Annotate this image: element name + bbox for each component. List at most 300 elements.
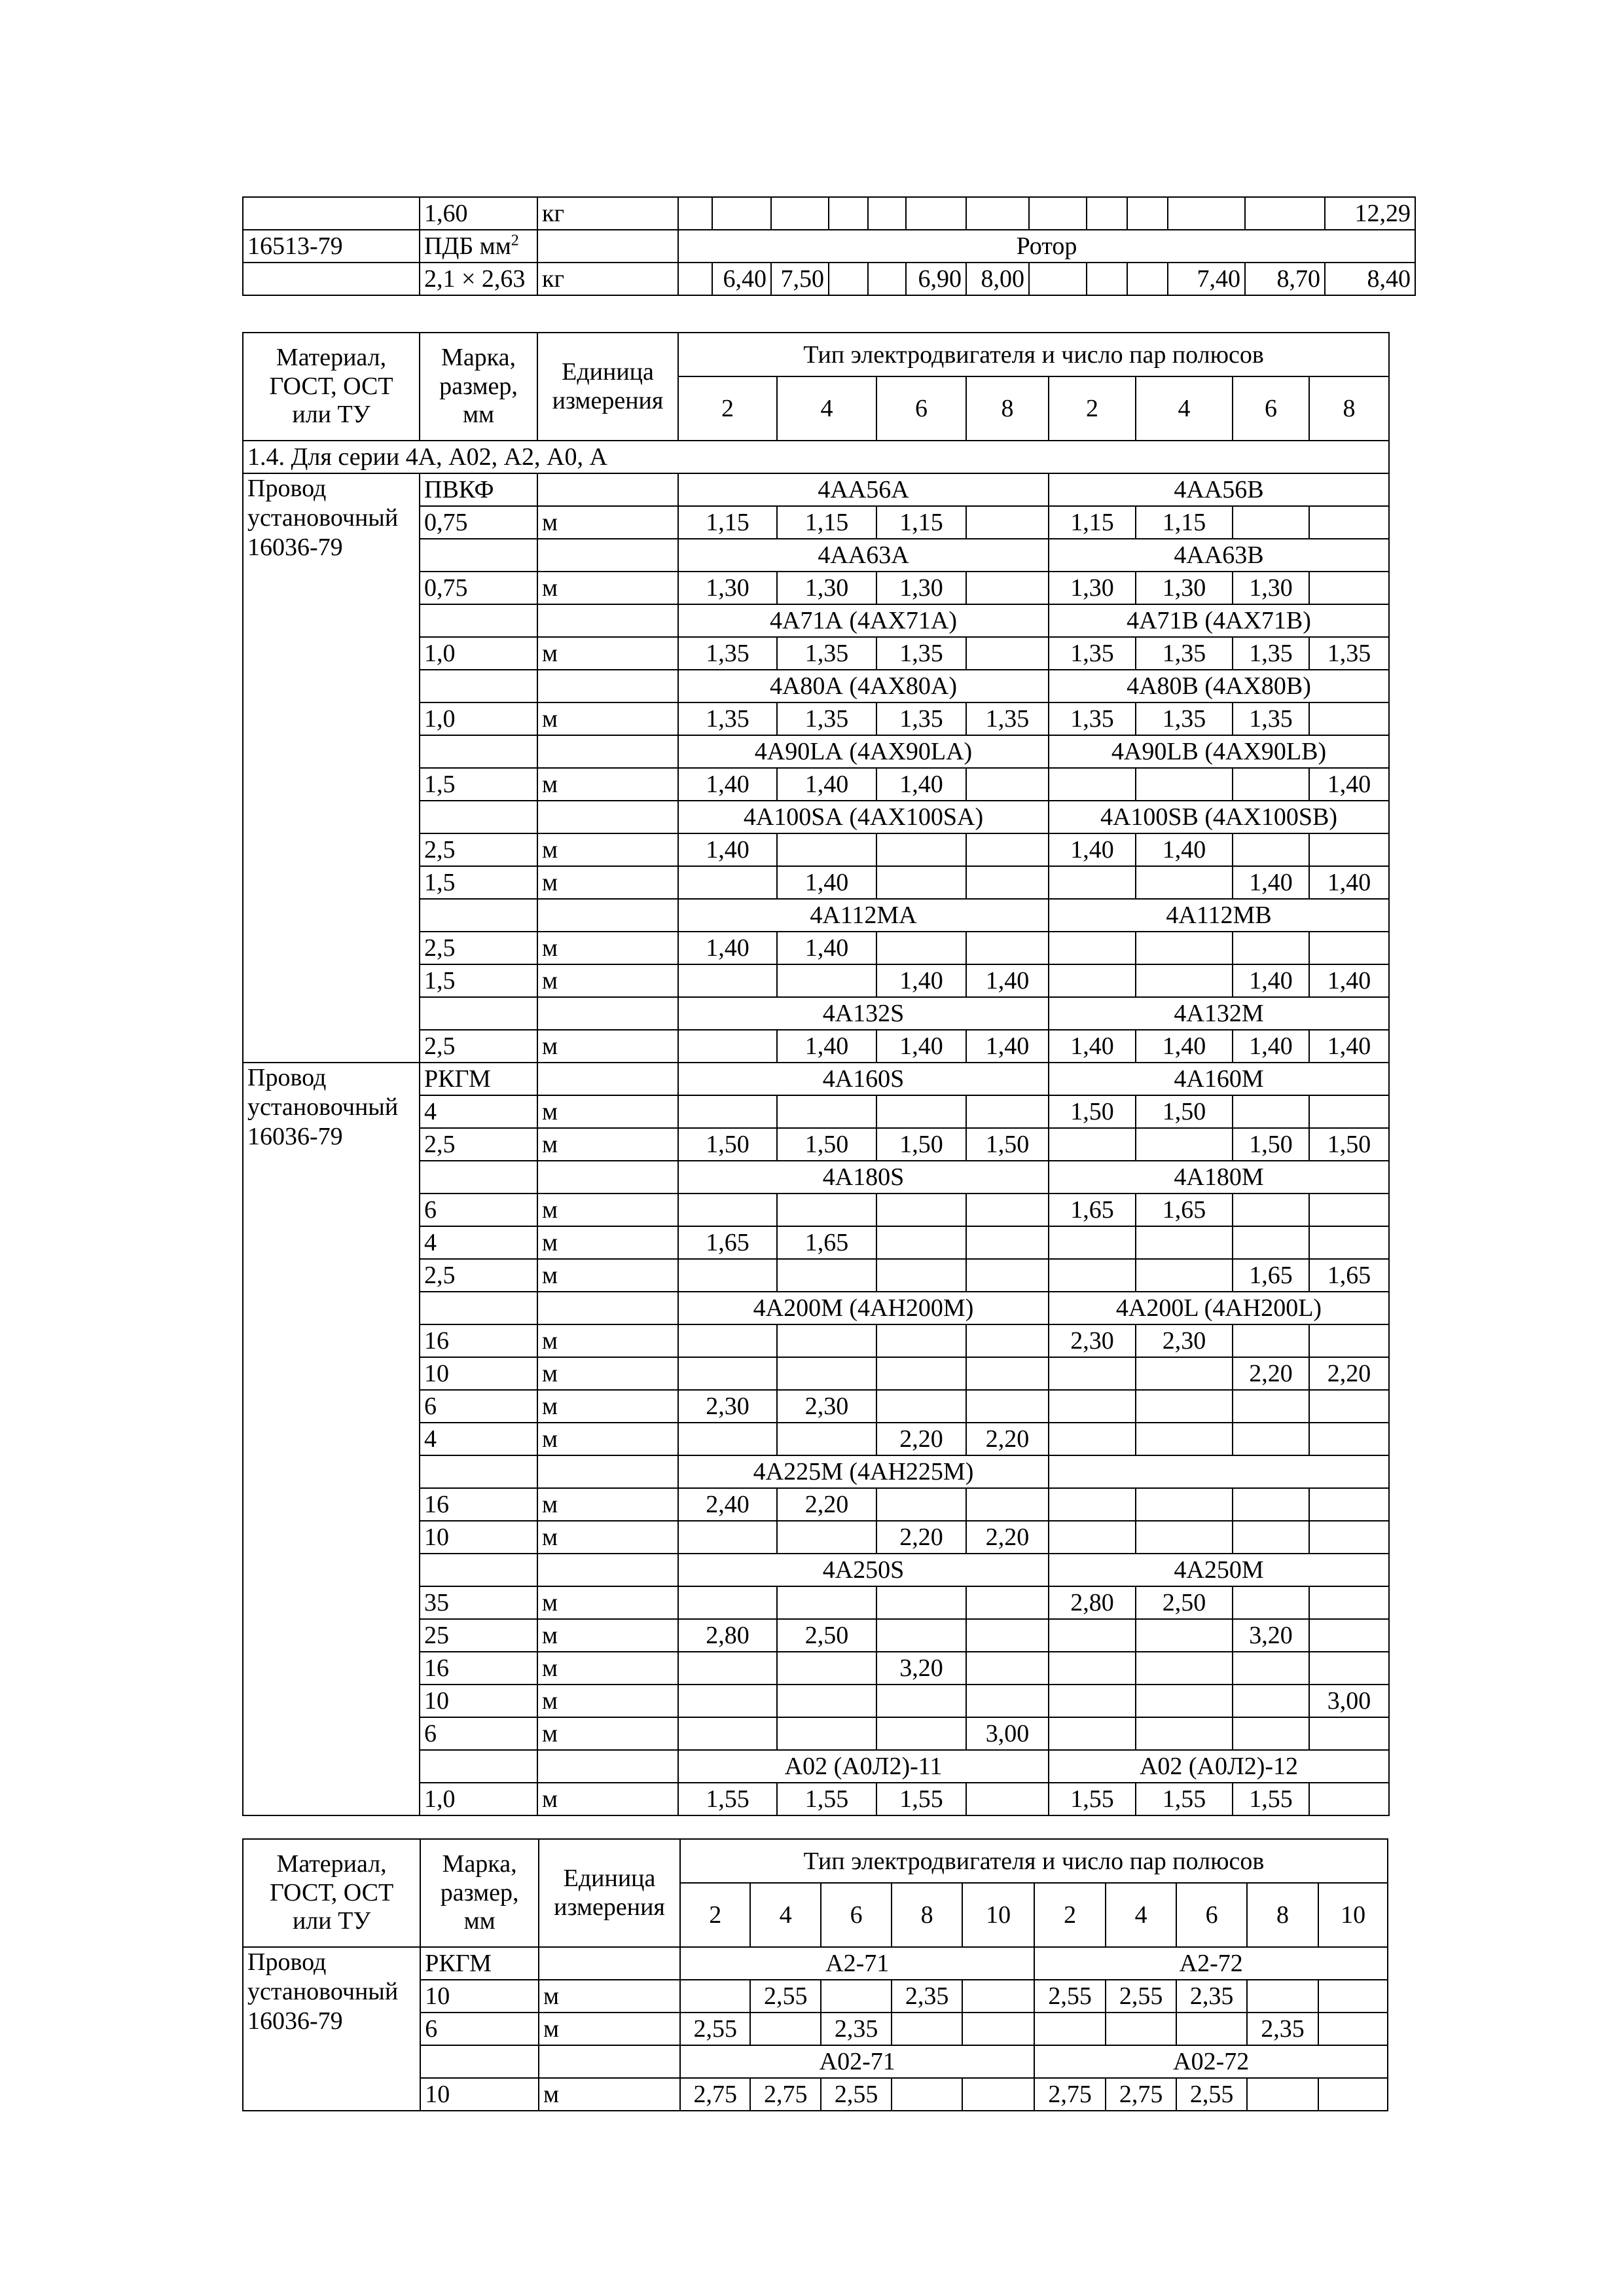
unit-cell: м [537,1685,678,1717]
value-cell: 1,15 [876,506,966,539]
value-cell: 1,40 [876,768,966,801]
value-cell: 1,40 [1309,768,1389,801]
value-cell [1309,702,1389,735]
unit-cell: м [537,932,678,964]
value-cell: 2,20 [966,1521,1049,1554]
value-cell [892,2078,962,2111]
header-material: Материал, ГОСТ, ОСТ или ТУ [243,1839,420,1947]
value-cell [1309,1619,1389,1652]
value-cell: 1,35 [777,702,876,735]
value-cell [1309,1488,1389,1521]
value-cell [1136,1685,1233,1717]
motor-type-left: 4А160S [678,1063,1049,1095]
value-cell [777,1324,876,1357]
unit-cell [537,1750,678,1783]
unit-cell [537,801,678,833]
value-cell [1233,1586,1309,1619]
value-cell [1049,932,1136,964]
value-cell [876,866,966,899]
brand-cell [420,1455,537,1488]
value-cell [1233,768,1309,801]
value-cell [1136,932,1233,964]
value-cell [1309,1423,1389,1455]
value-cell: 1,35 [1233,637,1309,670]
header-brand-size: Марка, размер, мм [420,1839,539,1947]
value-cell: 2,55 [1034,1980,1105,2013]
value-cell [678,1030,777,1063]
value-cell [966,1226,1049,1259]
pole-count-cell: 8 [892,1883,962,1947]
value-cell: 1,40 [966,1030,1049,1063]
section-title: 1.4. Для серии 4А, А02, А2, А0, А [243,441,1389,473]
value-cell: 1,40 [1049,833,1136,866]
value-cell [1233,1652,1309,1685]
value-cell [1176,2013,1246,2045]
value-cell [750,2013,820,2045]
value-cell [892,2013,962,2045]
motor-type-left: 4А200М (4АН200М) [678,1292,1049,1324]
motor-type-right: 4А112МВ [1049,899,1389,932]
value-cell [777,1194,876,1226]
value-cell [1049,1226,1136,1259]
value-cell [1309,1194,1389,1226]
value-cell [1029,263,1087,295]
value-cell: 8,40 [1325,263,1415,295]
value-cell: 3,20 [1233,1619,1309,1652]
value-cell [966,1652,1049,1685]
pole-count-cell: 10 [962,1883,1034,1947]
value-cell [1087,197,1127,230]
value-cell [1136,1259,1233,1292]
brand-cell [420,1554,537,1586]
brand-cell [420,670,537,702]
value-cell: 1,30 [876,572,966,604]
value-cell: 2,75 [680,2078,750,2111]
value-cell [678,1521,777,1554]
value-cell: 1,35 [678,637,777,670]
brand-cell [420,801,537,833]
value-cell [1233,1324,1309,1357]
motor-type-right: А02-72 [1034,2045,1388,2078]
unit-cell: м [537,866,678,899]
unit-cell [539,1947,680,1980]
unit-cell: м [537,637,678,670]
motor-type-left: 4А225М (4АН225М) [678,1455,1049,1488]
value-cell: 2,20 [876,1521,966,1554]
value-cell [1136,768,1233,801]
size-cell: 10 [420,2078,539,2111]
motor-type-right: 4А80В (4АХ80В) [1049,670,1389,702]
motor-type-left: 4АА63А [678,539,1049,572]
value-cell: 1,40 [1136,1030,1233,1063]
material-cell: Провод установочный 16036-79 [243,1063,420,1815]
value-cell: 1,65 [1049,1194,1136,1226]
brand-cell: РКГМ [420,1947,539,1980]
value-cell [1309,1717,1389,1750]
value-cell: 1,30 [1233,572,1309,604]
pole-count-cell: 8 [1309,376,1389,441]
section-row [243,441,1389,473]
size-cell: 6 [420,1194,537,1226]
value-cell [966,197,1029,230]
value-cell [1136,1717,1233,1750]
value-cell [829,197,868,230]
value-cell: 1,50 [1136,1095,1233,1128]
value-cell [1034,2013,1105,2045]
rotor-heading: Ротор [678,230,1415,263]
value-cell [771,197,829,230]
value-cell [966,1586,1049,1619]
value-cell [966,1685,1049,1717]
unit-cell: м [537,1259,678,1292]
pole-count-cell: 2 [678,376,777,441]
motor-type-left: 4АА56А [678,473,1049,506]
size-cell: 2,5 [420,932,537,964]
material-cell: Провод установочный 16036-79 [243,473,420,1063]
value-cell: 1,40 [966,964,1049,997]
gost-cell: 16513-79 [243,230,420,263]
value-cell: 1,50 [777,1128,876,1161]
pole-count-cell: 2 [1034,1883,1105,1947]
unit-cell [539,2045,680,2078]
value-cell: 1,40 [678,833,777,866]
value-cell [962,2078,1034,2111]
value-cell: 7,40 [1168,263,1245,295]
value-cell: 2,20 [1309,1357,1389,1390]
value-cell: 2,35 [821,2013,892,2045]
value-cell: 8,00 [966,263,1029,295]
size-cell: 25 [420,1619,537,1652]
value-cell: 1,30 [1136,572,1233,604]
value-cell [876,1095,966,1128]
material-cell: Провод установочный 16036-79 [243,1947,420,2111]
size-cell: 1,5 [420,768,537,801]
value-cell: 1,65 [1136,1194,1233,1226]
size-cell: 2,5 [420,833,537,866]
unit-cell [537,997,678,1030]
value-cell: 1,50 [876,1128,966,1161]
motor-type-right: 4А200L (4АН200L) [1049,1292,1389,1324]
value-cell: 12,29 [1325,197,1415,230]
value-cell [1247,1980,1318,2013]
value-cell [966,1324,1049,1357]
value-cell: 6,40 [712,263,771,295]
value-cell: 1,40 [678,932,777,964]
value-cell: 1,40 [1309,964,1389,997]
value-cell [712,197,771,230]
value-cell: 1,15 [1049,506,1136,539]
value-cell [876,1390,966,1423]
value-cell [777,1586,876,1619]
row-label-cell [243,263,420,295]
value-cell [1136,1619,1233,1652]
unit-cell: м [537,1357,678,1390]
value-cell [1233,1423,1309,1455]
value-cell [1309,932,1389,964]
unit-cell [537,1455,678,1488]
value-cell: 2,55 [821,2078,892,2111]
value-cell [966,866,1049,899]
brand-text: ПДБ мм [424,232,511,260]
value-cell [876,1259,966,1292]
value-cell: 1,40 [777,768,876,801]
value-cell [966,932,1049,964]
value-cell [876,1488,966,1521]
value-cell [1049,1619,1136,1652]
value-cell: 1,35 [777,637,876,670]
brand-cell [420,604,537,637]
value-cell [1318,2078,1388,2111]
size-cell: 1,0 [420,637,537,670]
value-cell [1309,1390,1389,1423]
value-cell: 1,30 [678,572,777,604]
motor-type-right: 4АА63В [1049,539,1389,572]
size-cell: 10 [420,1357,537,1390]
motor-type-right [1049,1455,1389,1488]
unit-cell: м [539,2013,680,2045]
size-cell: 1,0 [420,702,537,735]
value-cell: 1,65 [1309,1259,1389,1292]
value-cell [678,866,777,899]
value-cell [876,1619,966,1652]
value-cell [1168,197,1245,230]
value-cell [1309,1324,1389,1357]
value-cell [777,964,876,997]
brand-cell [420,997,537,1030]
value-cell [876,1324,966,1357]
value-cell [966,637,1049,670]
value-cell [876,1226,966,1259]
value-cell [966,833,1049,866]
unit-cell [537,1292,678,1324]
value-cell [1136,1488,1233,1521]
size-cell: 2,5 [420,1030,537,1063]
value-cell [777,1357,876,1390]
value-cell: 2,35 [892,1980,962,2013]
header-material: Материал, ГОСТ, ОСТ или ТУ [243,333,420,441]
value-cell [1049,1652,1136,1685]
unit-cell: м [537,1030,678,1063]
pole-count-cell: 4 [777,376,876,441]
value-cell: 3,20 [876,1652,966,1685]
brand-cell: 2,1 × 2,63 [420,263,537,295]
motor-type-right: А02 (А0Л2)-12 [1049,1750,1389,1783]
value-cell: 1,55 [876,1783,966,1815]
unit-cell: м [537,768,678,801]
wire-consumption-table-series-a2 [242,1838,1388,2111]
unit-cell: м [537,1521,678,1554]
table-row [243,230,1415,263]
table-row [243,197,1415,230]
value-cell [777,1095,876,1128]
value-cell [1136,1128,1233,1161]
unit-cell: м [537,1619,678,1652]
value-cell: 1,15 [777,506,876,539]
unit-cell: м [537,1423,678,1455]
value-cell [1049,1685,1136,1717]
value-cell [1136,1357,1233,1390]
value-cell [906,197,966,230]
value-cell [1233,1717,1309,1750]
size-cell: 10 [420,1521,537,1554]
value-cell: 1,55 [1233,1783,1309,1815]
value-cell [966,768,1049,801]
value-cell [678,1652,777,1685]
pole-count-cell: 2 [1049,376,1136,441]
value-cell [1106,2013,1176,2045]
motor-type-row [243,1063,1389,1095]
brand-cell: РКГМ [420,1063,537,1095]
value-cell [1049,964,1136,997]
size-cell: 16 [420,1324,537,1357]
pole-count-cell: 8 [966,376,1049,441]
value-cell [678,1685,777,1717]
value-cell: 1,55 [678,1783,777,1815]
value-cell [1049,1390,1136,1423]
value-cell [777,1521,876,1554]
value-cell: 2,75 [1106,2078,1176,2111]
value-cell: 2,20 [1233,1357,1309,1390]
value-cell [777,1259,876,1292]
value-cell: 1,40 [678,768,777,801]
value-cell: 1,40 [1233,866,1309,899]
value-cell [678,1095,777,1128]
motor-type-left: А2-71 [680,1947,1034,1980]
unit-cell [537,735,678,768]
value-cell [1233,1390,1309,1423]
value-cell [966,1488,1049,1521]
value-cell [1136,866,1233,899]
value-cell [868,263,906,295]
brand-cell [420,230,537,263]
size-cell: 10 [420,1685,537,1717]
value-cell [678,1586,777,1619]
value-cell: 1,40 [1309,866,1389,899]
value-cell [1309,1521,1389,1554]
value-cell [966,572,1049,604]
value-cell [868,197,906,230]
value-cell [1049,1259,1136,1292]
unit-cell [537,230,678,263]
header-unit: Единица измерения [537,333,678,441]
row-label-cell: кг [537,197,678,230]
value-cell [1318,2013,1388,2045]
value-cell [777,833,876,866]
unit-cell: м [539,2078,680,2111]
unit-cell: м [537,964,678,997]
value-cell [1245,197,1325,230]
value-cell: 1,40 [1233,1030,1309,1063]
unit-cell: м [537,1226,678,1259]
value-cell: 1,40 [777,932,876,964]
brand-cell [420,1292,537,1324]
value-cell: 2,30 [777,1390,876,1423]
motor-type-row [243,473,1389,506]
brand-cell [420,1161,537,1194]
value-cell [678,1357,777,1390]
value-cell: 1,35 [876,702,966,735]
wire-consumption-table-series-4a [242,332,1390,1816]
size-cell: 16 [420,1488,537,1521]
value-cell: 2,50 [777,1619,876,1652]
value-cell [1247,2078,1318,2111]
motor-type-left: 4А90LА (4АХ90LА) [678,735,1049,768]
header-motor-type: Тип электродвигателя и число пар полюсов [680,1839,1388,1883]
value-cell [876,1717,966,1750]
value-cell [966,1619,1049,1652]
unit-cell [537,1161,678,1194]
pole-count-cell: 4 [1106,1883,1176,1947]
brand-cell [420,899,537,932]
value-cell [1049,1521,1136,1554]
superscript: 2 [511,232,519,249]
pole-count-cell: 4 [750,1883,820,1947]
size-cell: 6 [420,1390,537,1423]
value-cell [1136,964,1233,997]
value-cell: 3,00 [1309,1685,1389,1717]
value-cell: 1,40 [1136,833,1233,866]
value-cell: 1,40 [1233,964,1309,997]
value-cell: 8,70 [1245,263,1325,295]
value-cell: 1,30 [777,572,876,604]
value-cell [678,263,712,295]
value-cell [1318,1980,1388,2013]
motor-type-left: 4А71А (4АХ71А) [678,604,1049,637]
pole-count-cell: 2 [680,1883,750,1947]
value-cell: 1,40 [777,866,876,899]
value-cell [678,964,777,997]
value-cell [1136,1652,1233,1685]
motor-type-right: 4А250М [1049,1554,1389,1586]
motor-type-left: 4А80А (4АХ80А) [678,670,1049,702]
value-cell: 2,55 [680,2013,750,2045]
value-cell: 1,65 [678,1226,777,1259]
value-cell: 1,35 [1309,637,1389,670]
value-cell: 1,40 [777,1030,876,1063]
value-cell [1233,1685,1309,1717]
unit-cell: м [539,1980,680,2013]
brand-cell: ПВКФ [420,473,537,506]
unit-cell: м [537,1652,678,1685]
row-label-cell: 1,60 [420,197,537,230]
value-cell [1136,1226,1233,1259]
header-unit: Единица измерения [539,1839,680,1947]
value-cell [678,1423,777,1455]
brand-cell [420,539,537,572]
value-cell [1136,1521,1233,1554]
value-cell [678,1259,777,1292]
value-cell [1029,197,1087,230]
size-cell: 2,5 [420,1259,537,1292]
size-cell: 0,75 [420,572,537,604]
value-cell [777,1717,876,1750]
value-cell [1049,1128,1136,1161]
size-cell: 1,0 [420,1783,537,1815]
unit-cell: м [537,1717,678,1750]
motor-type-right: 4АА56В [1049,473,1389,506]
value-cell: 1,40 [1049,1030,1136,1063]
value-cell: 2,35 [1176,1980,1246,2013]
value-cell: 1,50 [1309,1128,1389,1161]
pole-count-cell: 8 [1247,1883,1318,1947]
unit-cell: м [537,1095,678,1128]
size-cell: 0,75 [420,506,537,539]
unit-cell: м [537,1194,678,1226]
value-cell [966,506,1049,539]
motor-type-right: 4А180М [1049,1161,1389,1194]
unit-cell [537,670,678,702]
value-cell: 2,50 [1136,1586,1233,1619]
